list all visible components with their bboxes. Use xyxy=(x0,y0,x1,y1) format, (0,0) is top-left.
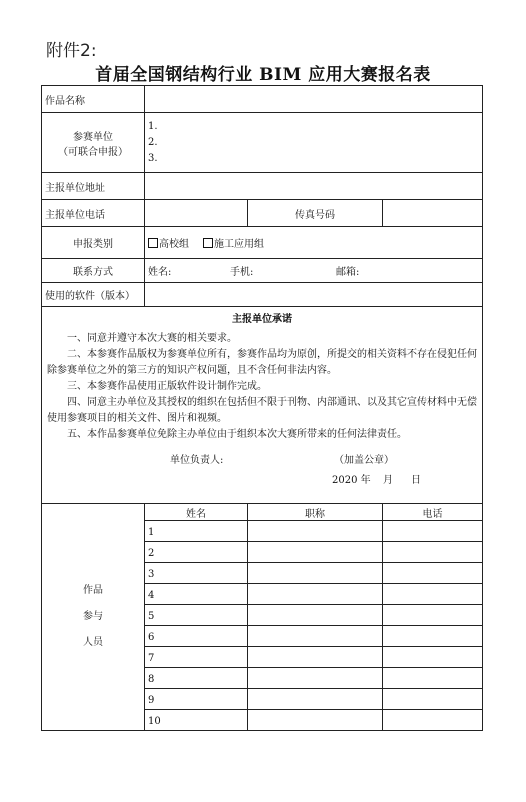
member-title-cell[interactable] xyxy=(248,605,383,626)
pledge-section xyxy=(42,307,483,504)
member-name-cell[interactable]: 2 xyxy=(145,542,248,563)
category-option-university[interactable] xyxy=(148,239,189,250)
date-day: 日 xyxy=(411,475,421,486)
members-label-line-3: 人员 xyxy=(83,637,103,648)
members-label xyxy=(42,504,145,731)
contact-mobile-label: 手机: xyxy=(230,267,254,278)
date-month: 月 xyxy=(383,475,393,486)
form-title: 首届全国钢结构行业 BIM 应用大赛报名表 xyxy=(95,65,431,85)
date-year: 2020 年 xyxy=(332,475,371,486)
category-field xyxy=(145,227,483,259)
member-title-cell[interactable] xyxy=(248,689,383,710)
member-title-cell[interactable] xyxy=(248,710,383,731)
software-label: 使用的软件（版本） xyxy=(42,283,145,307)
checkbox-icon[interactable] xyxy=(148,238,158,248)
member-title-cell[interactable] xyxy=(248,668,383,689)
pledge-item-3: 三、本参赛作品使用正版软件设计制作完成。 xyxy=(67,381,267,392)
member-phone-cell[interactable] xyxy=(383,521,483,542)
category-label: 申报类别 xyxy=(42,227,145,259)
col-header-name: 姓名 xyxy=(145,504,248,521)
pledge-item-5: 五、本作品参赛单位免除主办单位由于组织本次大赛所带来的任何法律责任。 xyxy=(67,429,407,440)
member-name-cell[interactable]: 7 xyxy=(145,647,248,668)
contact-label: 联系方式 xyxy=(42,259,145,283)
signer-label: 单位负责人: xyxy=(170,455,224,466)
member-name-cell[interactable]: 6 xyxy=(145,626,248,647)
member-name-cell[interactable]: 9 xyxy=(145,689,248,710)
contact-email-label: 邮箱: xyxy=(336,267,360,278)
member-phone-cell[interactable] xyxy=(383,710,483,731)
member-name-cell[interactable]: 5 xyxy=(145,605,248,626)
main-address-label: 主报单位地址 xyxy=(42,173,145,200)
member-name-cell[interactable]: 3 xyxy=(145,563,248,584)
participant-unit-field[interactable] xyxy=(145,113,483,173)
attachment-label: 附件2: xyxy=(46,41,97,61)
option-label: 高校组 xyxy=(159,239,189,250)
member-title-cell[interactable] xyxy=(248,584,383,605)
checkbox-icon[interactable] xyxy=(203,238,213,248)
contact-name-label: 姓名: xyxy=(148,267,172,278)
main-phone-label: 主报单位电话 xyxy=(42,200,145,227)
software-field[interactable] xyxy=(145,283,483,307)
participant-unit-title: 参赛单位 xyxy=(73,131,113,143)
member-title-cell[interactable] xyxy=(248,647,383,668)
option-label: 施工应用组 xyxy=(214,239,264,250)
work-name-field[interactable] xyxy=(145,86,483,113)
member-phone-cell[interactable] xyxy=(383,605,483,626)
col-header-title: 职称 xyxy=(248,504,383,521)
signature-area xyxy=(42,443,482,503)
category-option-construction[interactable] xyxy=(203,239,264,250)
member-phone-cell[interactable] xyxy=(383,668,483,689)
member-title-cell[interactable] xyxy=(248,521,383,542)
seal-note: （加盖公章） xyxy=(334,455,394,466)
participant-unit-label xyxy=(42,113,145,173)
fax-field[interactable] xyxy=(383,200,483,227)
unit-line-2: 2. xyxy=(148,136,158,148)
unit-line-3: 3. xyxy=(148,152,158,164)
fax-label: 传真号码 xyxy=(248,200,383,227)
member-phone-cell[interactable] xyxy=(383,626,483,647)
participant-unit-note: （可联合申报） xyxy=(58,146,128,158)
member-title-cell[interactable] xyxy=(248,542,383,563)
member-phone-cell[interactable] xyxy=(383,542,483,563)
member-name-cell[interactable]: 8 xyxy=(145,668,248,689)
pledge-item-1: 一、同意并遵守本次大赛的相关要求。 xyxy=(67,333,237,344)
main-address-field[interactable] xyxy=(145,173,483,200)
pledge-title: 主报单位承诺 xyxy=(232,314,292,325)
member-phone-cell[interactable] xyxy=(383,689,483,710)
member-title-cell[interactable] xyxy=(248,626,383,647)
member-phone-cell[interactable] xyxy=(383,584,483,605)
col-header-phone: 电话 xyxy=(383,504,483,521)
pledge-item-4: 四、同意主办单位及其授权的组织在包括但不限于刊物、内部通讯、以及其它宣传材料中无偿使用参赛项目的相关文件、图片和视频。 xyxy=(47,397,477,424)
pledge-item-2: 二、本参赛作品版权为参赛单位所有，参赛作品均为原创，所提交的相关资料不存在侵犯任何除参赛单位之外的第三方的知识产权问题，且不含任何非法内容。 xyxy=(47,349,477,376)
contact-field[interactable] xyxy=(145,259,483,283)
registration-table xyxy=(41,85,483,731)
unit-line-1: 1. xyxy=(148,120,158,132)
work-name-label: 作品名称 xyxy=(42,86,145,113)
member-name-cell[interactable]: 10 xyxy=(145,710,248,731)
member-name-cell[interactable]: 4 xyxy=(145,584,248,605)
members-label-line-2: 参与 xyxy=(83,611,103,622)
member-title-cell[interactable] xyxy=(248,563,383,584)
member-phone-cell[interactable] xyxy=(383,563,483,584)
member-name-cell[interactable]: 1 xyxy=(145,521,248,542)
member-phone-cell[interactable] xyxy=(383,647,483,668)
members-label-line-1: 作品 xyxy=(83,585,103,596)
main-phone-field[interactable] xyxy=(145,200,248,227)
